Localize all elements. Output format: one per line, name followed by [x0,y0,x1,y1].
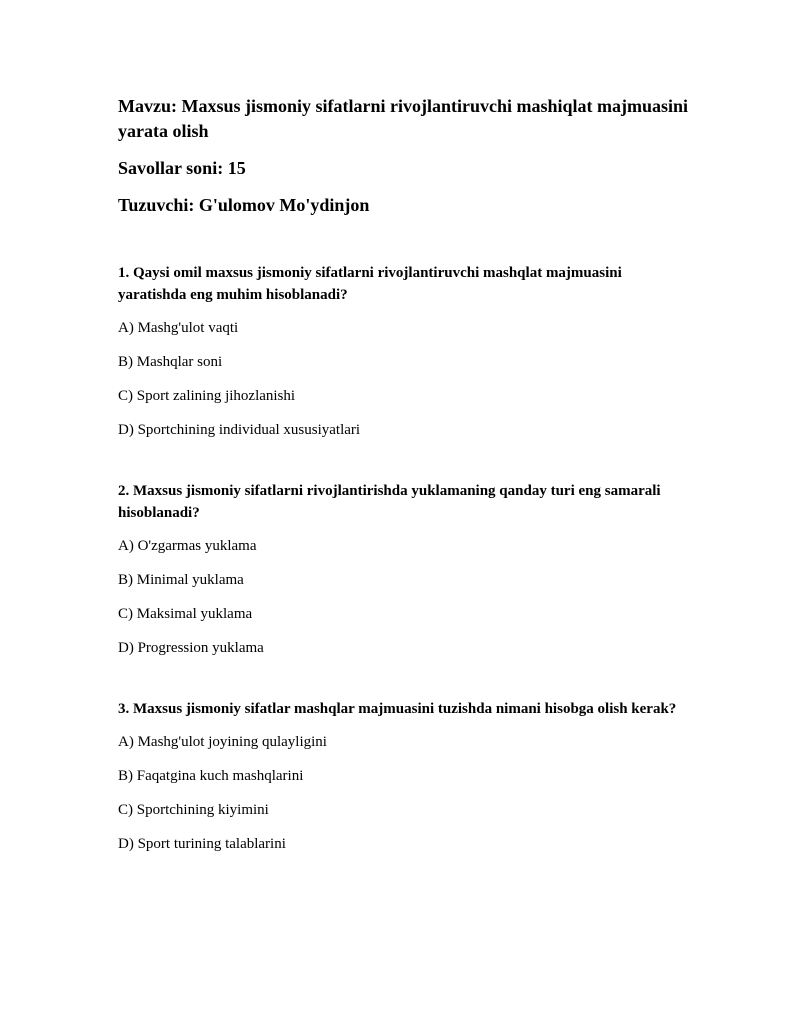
answer-option-a: A) O'zgarmas yuklama [118,538,257,554]
answer-option-d: D) Sportchining individual xususiyatlari [118,422,361,438]
answer-option-c: C) Maksimal yuklama [118,606,253,622]
answer-option-d: D) Progression yuklama [118,640,264,656]
answer-option-b: B) Minimal yuklama [118,572,244,588]
answer-option-a: A) Mashg'ulot joyining qulayligini [118,734,327,750]
question-count: Savollar soni: 15 [118,158,246,178]
question-text: 3. Maxsus jismoniy sifatlar mashqlar majmuasini tuzishda nimani hisobga olish kerak? [118,701,677,717]
answer-option-a: A) Mashg'ulot vaqti [118,320,239,336]
topic-title: Mavzu: Maxsus jismoniy sifatlarni rivojlantiruvchi mashiqlat majmuasini yarata olish [118,96,689,141]
question-text: 2. Maxsus jismoniy sifatlarni rivojlantirishda yuklamaning qanday turi eng samarali hisoblanadi? [118,483,661,521]
answer-option-d: D) Sport turining talablarini [118,836,286,852]
answer-option-c: C) Sportchining kiyimini [118,802,269,818]
question-block-1 [118,262,690,441]
question-text: 1. Qaysi omil maxsus jismoniy sifatlarni rivojlantiruvchi mashqlat majmuasini yaratishda eng muhim hisoblanadi? [118,265,622,303]
question-block-3 [118,698,690,855]
answer-option-b: B) Mashqlar soni [118,354,223,370]
answer-option-c: C) Sport zalining jihozlanishi [118,388,296,404]
answer-option-b: B) Faqatgina kuch mashqlarini [118,768,304,784]
author-line: Tuzuvchi: G'ulomov Mo'ydinjon [118,195,370,215]
question-block-2 [118,480,690,659]
